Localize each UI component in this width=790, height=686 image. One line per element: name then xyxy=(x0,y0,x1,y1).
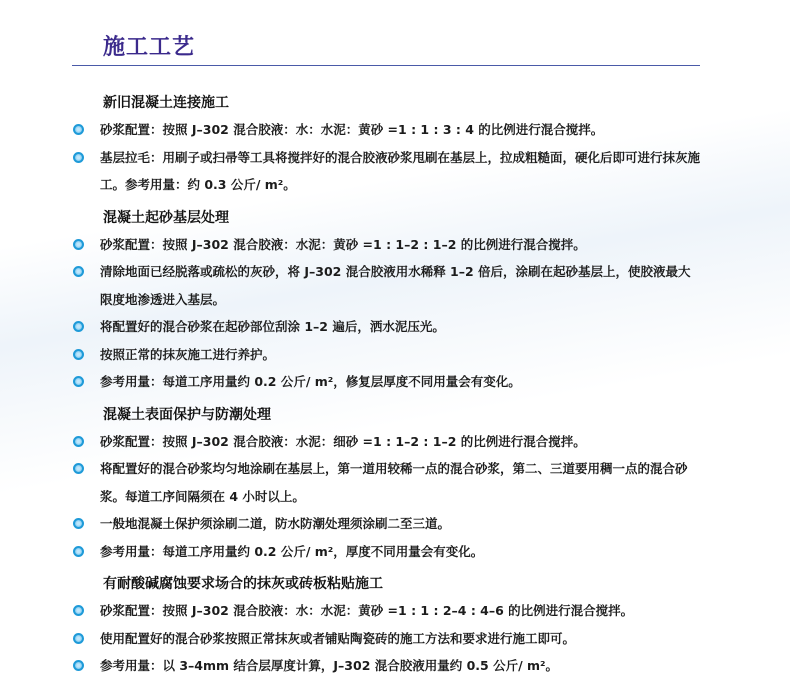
content xyxy=(72,84,712,680)
list-item xyxy=(72,455,700,510)
bullet-icon xyxy=(73,239,84,250)
bullet-icon xyxy=(73,605,84,616)
list-item xyxy=(72,258,700,313)
bullet-icon xyxy=(73,633,84,644)
bullet-icon xyxy=(73,660,84,671)
list-item xyxy=(72,597,700,625)
bullet-icon xyxy=(73,266,84,277)
section xyxy=(72,571,712,680)
list-item-text: 砂浆配置：按照 J–302 混合胶液：水泥：细砂 =1 : 1–2 : 1–2 的比例进行混合搅拌。 xyxy=(100,433,586,449)
list-item xyxy=(72,231,700,259)
bullet-icon xyxy=(73,152,84,163)
list-item-text: 砂浆配置：按照 J–302 混合胶液：水：水泥：黄砂 =1 : 1 : 3 : 4 的比例进行混合搅拌。 xyxy=(100,122,604,137)
list-item-text: 基层拉毛：用刷子或扫帚等工具将搅拌好的混合胶液砂浆甩刷在基层上，拉成粗糙面，硬化后即可进行抹灰施工。参考用量：约 0.3 公斤/ m²。 xyxy=(100,149,701,192)
list-item-text: 一般地混凝土保护须涂刷二道，防水防潮处理须涂刷二至三道。 xyxy=(100,516,451,531)
list-item-text: 参考用量：以 3–4mm 结合层厚度计算，J–302 混合胶液用量约 0.5 公斤/ m²。 xyxy=(100,658,559,673)
section-heading: 新旧混凝土连接施工 xyxy=(103,95,229,111)
list-item xyxy=(72,144,700,199)
list-item xyxy=(72,116,700,144)
bullet-icon xyxy=(73,321,84,332)
section xyxy=(72,90,712,199)
list-item xyxy=(72,368,700,396)
list-item xyxy=(72,428,700,456)
bullet-icon xyxy=(73,518,84,529)
bullet-icon xyxy=(73,546,84,557)
page-title: 施工工艺 xyxy=(103,35,196,60)
bullet-icon xyxy=(73,124,84,135)
list-item-text: 按照正常的抹灰施工进行养护。 xyxy=(100,346,276,362)
bullet-icon xyxy=(73,463,84,474)
bullet-icon xyxy=(73,349,84,360)
bullet-icon xyxy=(73,436,84,447)
section xyxy=(72,205,712,396)
list-item xyxy=(72,341,700,369)
list-item xyxy=(72,538,700,566)
list-item-text: 砂浆配置：按照 J–302 混合胶液：水：水泥：黄砂 =1 : 1 : 2–4 : 4–6 的比例进行混合搅拌。 xyxy=(100,603,634,618)
list-item-text: 将配置好的混合砂浆均匀地涂刷在基层上，第一道用较稀一点的混合砂浆，第二、三道要用稠一点的混合砂浆。每道工序间隔须在 4 小时以上。 xyxy=(100,461,688,504)
list-item-text: 使用配置好的混合砂浆按照正常抹灰或者铺贴陶瓷砖的施工方法和要求进行施工即可。 xyxy=(100,630,576,646)
list-item-text: 砂浆配置：按照 J–302 混合胶液：水泥：黄砂 =1 : 1–2 : 1–2 的比例进行混合搅拌。 xyxy=(100,236,586,252)
section-heading: 混凝土表面保护与防潮处理 xyxy=(103,406,271,423)
list-item-text: 参考用量：每道工序用量约 0.2 公斤/ m²，厚度不同用量会有变化。 xyxy=(100,543,484,559)
bullet-icon xyxy=(73,376,84,387)
list-item xyxy=(72,625,700,653)
list-item-text: 清除地面已经脱落或疏松的灰砂，将 J–302 混合胶液用水稀释 1–2 倍后，涂刷在起砂基层上，使胶液最大限度地渗透进入基层。 xyxy=(100,264,691,307)
section-heading: 有耐酸碱腐蚀要求场合的抹灰或砖板粘贴施工 xyxy=(103,576,383,592)
list-item-text: 将配置好的混合砂浆在起砂部位刮涂 1–2 遍后，洒水泥压光。 xyxy=(100,319,445,334)
list-item xyxy=(72,510,700,538)
section xyxy=(72,402,712,566)
section-heading: 混凝土起砂基层处理 xyxy=(103,209,229,226)
list-item xyxy=(72,652,700,680)
title-divider xyxy=(72,65,700,66)
list-item-text: 参考用量：每道工序用量约 0.2 公斤/ m²，修复层厚度不同用量会有变化。 xyxy=(100,374,521,389)
list-item xyxy=(72,313,700,341)
